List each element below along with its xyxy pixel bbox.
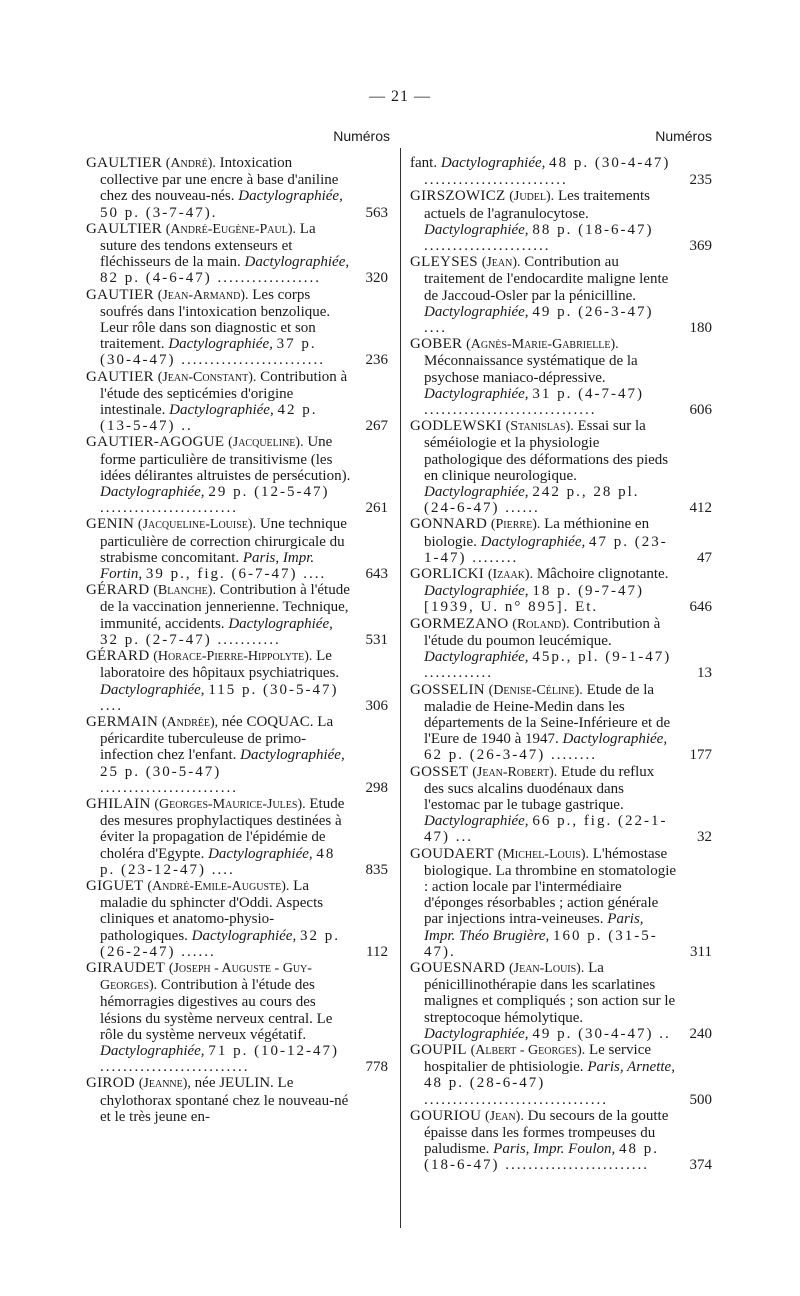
entry-number: 369 <box>687 238 713 254</box>
bibliography-entry <box>86 155 388 221</box>
entry-details: 88 p. (18-6-47) ...................... <box>424 221 654 255</box>
entry-author-forename: (André). <box>165 156 216 171</box>
entry-details: 71 p. (10-12-47) .......................... <box>100 1042 340 1076</box>
entry-author-surname: GAULTIER <box>86 220 163 237</box>
entry-publication: Dactylographiée, <box>228 615 333 632</box>
entry-number: 180 <box>687 320 713 336</box>
entry-number: 235 <box>687 172 713 188</box>
entry-details: 49 p. (26-3-47) .... <box>424 303 654 337</box>
bibliography-entry <box>410 616 712 682</box>
entry-publication: Dactylographiée, <box>168 336 273 353</box>
bibliography-entry <box>86 287 388 369</box>
bibliography-entry <box>86 434 388 516</box>
entry-title: Contribution à l'étude des hémorragies digestives au cours des lésions du système nerveux central. Le rôle du système nerveux végétatif. <box>100 977 333 1043</box>
entry-author-forename: (Andrée), <box>161 714 219 730</box>
entry-number: 261 <box>363 500 389 516</box>
entry-author-forename: (Denise-Céline). <box>488 682 583 698</box>
entry-author-surname: GOBER <box>410 336 463 353</box>
entry-author-surname: GOUESNARD <box>410 959 506 976</box>
entry-author-surname: GIRSZOWICZ <box>410 188 506 205</box>
entry-number: 177 <box>687 747 713 763</box>
entry-author-forename: (Joseph - Auguste - Guy-Georges). <box>100 960 312 994</box>
entry-details: 32 p. (2-7-47) ........... <box>100 631 281 648</box>
entry-number: 47 <box>694 550 712 566</box>
entry-publication: Dactylographiée, <box>562 731 668 748</box>
entry-title: Le service hospitalier de phtisiologie. <box>424 1041 652 1076</box>
bibliography-entry <box>410 336 712 418</box>
entry-number: 298 <box>363 780 389 796</box>
entry-title: La pénicillinothérapie dans les scarlatines malignes et compliqués ; son action sur le streptocoque hémolytique. <box>424 959 676 1026</box>
entry-author-forename: (Judel). <box>509 189 555 205</box>
entry-details: 47 p. (23-1-47) ........ <box>424 533 668 566</box>
entry-number: 236 <box>363 352 389 368</box>
bibliography-entry <box>410 418 712 516</box>
entry-number: 531 <box>363 632 389 648</box>
bibliography-entry <box>86 516 388 582</box>
bibliography-entry <box>410 846 712 960</box>
entry-publication: Dactylographiée, <box>424 1025 529 1042</box>
entry-author-surname: GIROD <box>86 1075 135 1092</box>
entry-author-surname: GLEYSES <box>410 254 478 271</box>
bibliography-entry <box>410 1042 712 1108</box>
entry-author-surname: GOUPIL <box>410 1041 467 1058</box>
entry-number: 311 <box>687 944 712 960</box>
bibliography-entry <box>86 796 388 878</box>
entry-number: 606 <box>687 402 713 418</box>
entry-title: Les corps soufrés dans l'intoxication benzolique. Leur rôle dans son diagnostic et son traitement. <box>100 286 331 353</box>
entry-author-forename: (Georges-Maurice-Jules). <box>154 796 306 812</box>
entry-author-forename: (Jean-Armand). <box>157 287 249 303</box>
entry-number: 643 <box>363 566 389 582</box>
entry-author-surname: GORMEZANO <box>410 615 509 632</box>
entry-publication: Paris, Arnette, <box>587 1059 675 1076</box>
entry-author-forename: (Jean-Constant). <box>157 369 257 385</box>
entry-publication: Dactylographiée, <box>100 484 205 501</box>
entry-author-forename: (Jacqueline). <box>228 435 304 451</box>
entry-title: fant. <box>410 155 438 171</box>
right-column <box>410 155 712 1174</box>
entry-title: Contribution à l'étude de la vaccination jennerienne. Technique, immunité, accidents. <box>100 582 350 632</box>
entry-author-surname: GAUTIER <box>86 368 154 385</box>
entry-author-forename: (André-Eugène-Paul). <box>165 221 297 237</box>
entry-author-forename: (Jean-Louis). <box>508 960 585 976</box>
entry-publication: Dactylographiée, <box>480 533 586 550</box>
entry-author-surname: GHILAIN <box>86 795 151 812</box>
entry-publication: Dactylographiée, <box>424 303 529 320</box>
entry-number: 32 <box>694 829 712 845</box>
entry-title: Une technique particulière de correction chirurgicale du strabisme concomitant. <box>100 516 347 566</box>
entry-number: 500 <box>687 1092 713 1108</box>
entry-title: Contribution à l'étude des septicémies d'origine intestinale. <box>100 368 348 419</box>
entry-publication: Dactylographiée, <box>424 484 529 501</box>
entry-details: 31 p. (4-7-47) .............................. <box>424 385 645 419</box>
page-number: — 21 — <box>369 88 431 105</box>
bibliography-entry <box>410 188 712 254</box>
entry-author-surname: GOURIOU <box>410 1107 482 1124</box>
entry-details: 160 p. (31-5-47). <box>424 927 658 960</box>
entry-title: Etude de la maladie de Heine-Medin dans les départements de la Seine-Inférieure et de l'Eure de 1940 à 1947. <box>424 681 671 748</box>
entry-publication: Dactylographiée, <box>424 583 529 600</box>
bibliography-entry <box>86 714 388 796</box>
entry-publication: Dactylographiée, <box>244 254 350 271</box>
entry-details: 45p., pl. (9-1-47) ............ <box>424 649 672 682</box>
entry-author-forename: (Jean-Robert). <box>472 764 558 780</box>
entry-publication: Dactylographiée, <box>100 681 205 698</box>
entry-author-forename: (Blanche). <box>153 583 216 599</box>
entry-author-surname: GÉRARD <box>86 648 150 665</box>
bibliography-entry <box>86 1075 388 1125</box>
entry-author-forename: (Pierre). <box>490 517 541 533</box>
entry-title: Essai sur la séméiologie et la physiologie pathologique des déformations des pieds en clinique neurologique. <box>424 418 669 484</box>
column-divider <box>400 148 401 1228</box>
bibliography-entry <box>410 1108 712 1174</box>
entry-number: 412 <box>687 500 713 516</box>
bibliography-entry <box>410 254 712 336</box>
entry-details: 242 p., 28 pl. (24-6-47) ...... <box>424 484 640 517</box>
entry-details: 48 p. (23-12-47) .... <box>100 845 336 878</box>
entry-publication: Dactylographiée, <box>208 845 313 862</box>
entry-author-forename: (Agnès-Marie-Gabrielle). <box>466 337 619 353</box>
entry-publication: Paris, Impr. Théo Brugière, <box>424 911 644 944</box>
entry-author-forename: (Jeanne), <box>138 1076 191 1092</box>
entry-number: 778 <box>363 1059 389 1075</box>
entry-title: Intoxication collective par une encre à base d'aniline chez des nouveau-nés. <box>100 155 339 205</box>
column-header-left: Numéros <box>333 128 390 144</box>
entry-author-surname: GODLEWSKI <box>410 418 502 435</box>
entry-title: La méthionine en biologie. <box>424 516 650 550</box>
entry-number: 374 <box>687 1157 713 1173</box>
entry-details: 66 p., fig. (22-1-47) ... <box>424 813 668 846</box>
entry-title: née COQUAC. La péricardite tuberculeuse de primo-infection chez l'enfant. <box>100 713 334 764</box>
bibliography-entry <box>86 960 388 1075</box>
entry-title: Méconnaissance systématique de la psychose maniaco-dépressive. <box>424 353 638 386</box>
entry-publication: Dactylographiée, <box>440 155 546 171</box>
entry-details: 37 p. (30-4-47) ......................... <box>100 336 325 369</box>
entry-author-surname: GORLICKI <box>410 566 485 583</box>
entry-author-forename: (Michel-Louis). <box>497 846 590 862</box>
entry-author-forename: (Izaak). <box>487 567 534 583</box>
bibliography-entry <box>410 960 712 1042</box>
entry-details: 48 p. (28-6-47) ................................ <box>424 1075 608 1108</box>
entry-author-forename: (André-Emile-Auguste). <box>147 878 290 894</box>
entry-publication: Dactylographiée, <box>424 221 529 238</box>
entry-author-surname: GAULTIER <box>86 155 163 171</box>
entry-title: Une forme particulière de transitivisme (les idées délirantes altruistes de persécution). <box>100 434 351 484</box>
entry-author-surname: GAUTIER <box>86 286 154 303</box>
entry-author-surname: GIGUET <box>86 877 144 894</box>
entry-details: 42 p. (13-5-47) .. <box>100 402 318 435</box>
entry-author-forename: (Albert - Georges). <box>470 1042 586 1058</box>
entry-details: 115 p. (30-5-47) .... <box>100 681 339 714</box>
entry-publication: Dactylographiée, <box>100 1042 205 1059</box>
bibliography-entry <box>86 648 388 714</box>
entry-details: 25 p. (30-5-47) ........................ <box>100 763 238 796</box>
entry-number: 646 <box>687 599 713 615</box>
entry-details: 82 p. (4-6-47) .................. <box>100 270 321 287</box>
entry-title: Contribution au traitement de l'endocardite maligne lente de Jaccoud-Osler par la pénicilline. <box>424 254 669 304</box>
entry-details: 62 p. (26-3-47) ........ <box>424 747 597 764</box>
entry-author-forename: (Stanislas). <box>505 419 574 435</box>
entry-title: Etude des mesures prophylactiques destinées à éviter la propagation de l'épidémie de choléra d'Egypte. <box>100 795 345 862</box>
entry-author-forename: (Jean). <box>485 1108 524 1124</box>
entry-publication: Paris, Impr. Foulon, <box>493 1141 616 1158</box>
entry-author-surname: GÉRARD <box>86 582 150 599</box>
entry-number: 306 <box>363 698 389 714</box>
entry-details: 49 p. (30-4-47) .. <box>532 1025 671 1042</box>
entry-publication: Dactylographiée, <box>424 385 529 402</box>
left-column <box>86 155 388 1125</box>
entry-author-surname: GOSSET <box>410 763 469 780</box>
entry-details: 48 p. (30-4-47) ......................... <box>424 155 671 189</box>
entry-title: Etude du reflux des sucs alcalins duodénaux dans l'estomac par le tubage gastrique. <box>424 763 655 813</box>
entry-author-surname: GIRAUDET <box>86 959 166 976</box>
bibliography-entry <box>410 764 712 846</box>
entry-details: 32 p. (26-2-47) ...... <box>100 927 340 960</box>
bibliography-entry <box>410 516 712 566</box>
bibliography-entry <box>86 221 388 287</box>
bibliography-entry <box>410 155 712 188</box>
entry-title: née JEULIN. Le chylothorax spontané chez le nouveau-né et le très jeune en- <box>100 1075 349 1125</box>
entry-author-surname: GONNARD <box>410 516 488 533</box>
entry-author-forename: (Jacqueline-Louise). <box>137 517 257 533</box>
entry-details: 29 p. (12-5-47) ........................ <box>100 484 330 517</box>
entry-publication: Paris, Impr. Fortin, <box>100 549 315 583</box>
entry-number: 13 <box>694 665 712 681</box>
entry-title: La suture des tendons extenseurs et fléchisseurs de la main. <box>100 220 316 271</box>
entry-title: Les traitements actuels de l'agranulocytose. <box>424 188 650 222</box>
entry-author-forename: (Jean). <box>481 255 521 271</box>
bibliography-entry <box>410 566 712 616</box>
entry-number: 240 <box>687 1026 713 1042</box>
entry-title: La maladie du sphincter d'Oddi. Aspects cliniques et anatomo-physio-pathologiques. <box>100 877 324 944</box>
entry-publication: Dactylographiée, <box>169 402 274 419</box>
entry-author-surname: GAUTIER-AGOGUE <box>86 434 225 451</box>
entry-title: Mâchoire clignotante. <box>536 566 669 583</box>
entry-author-surname: GERMAIN <box>86 713 159 730</box>
entry-title: Le laboratoire des hôpitaux psychiatriques. <box>100 648 340 682</box>
entry-details: 48 p. (18-6-47) ......................... <box>424 1141 659 1174</box>
entry-author-forename: (Horace-Pierre-Hippolyte). <box>153 649 313 665</box>
entry-publication: Dactylographiée, <box>238 188 343 205</box>
column-header-right: Numéros <box>655 128 712 144</box>
entry-number: 112 <box>363 944 388 960</box>
entry-title: L'hémostase biologique. La thrombine en stomatologie : action locale par l'intermédiaire d'éponges résorbables ; action générale par injections intra-veineuses. <box>424 845 677 928</box>
bibliography-entry <box>86 878 388 960</box>
entry-details: 18 p. (9-7-47) [1939, U. n° 895]. Et. <box>424 583 645 616</box>
entry-number: 835 <box>363 862 389 878</box>
entry-title: Du secours de la goutte épaisse dans les formes trompeuses du paludisme. <box>424 1107 669 1158</box>
entry-publication: Dactylographiée, <box>424 813 529 830</box>
entry-author-surname: GOUDAERT <box>410 845 494 862</box>
bibliography-entry <box>86 582 388 648</box>
entry-author-forename: (Roland). <box>512 616 570 632</box>
bibliography-entry <box>86 369 388 435</box>
entry-details: 50 p. (3-7-47). <box>100 204 218 221</box>
entry-details: 39 p., fig. (6-7-47) .... <box>145 566 327 583</box>
entry-publication: Dactylographiée, <box>191 927 297 944</box>
bibliography-entry <box>410 682 712 764</box>
entry-title: Contribution à l'étude du poumon leucémique. <box>424 615 661 649</box>
entry-number: 267 <box>363 418 389 434</box>
entry-author-surname: GENIN <box>86 516 135 533</box>
entry-number: 320 <box>363 270 389 286</box>
entry-number: 563 <box>363 205 389 221</box>
entry-author-surname: GOSSELIN <box>410 681 485 698</box>
entry-publication: Dactylographiée, <box>424 649 529 666</box>
entry-publication: Dactylographiée, <box>240 747 345 764</box>
